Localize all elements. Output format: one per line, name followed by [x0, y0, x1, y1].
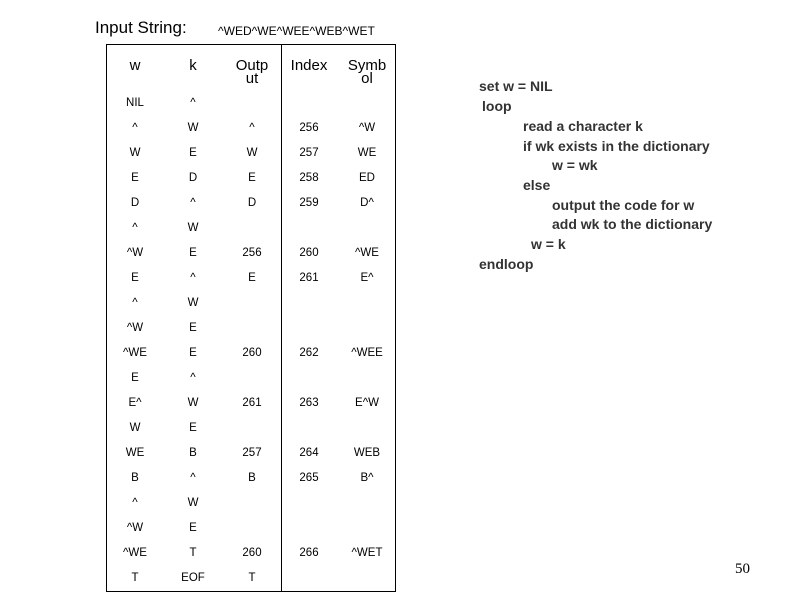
cell-w: W: [129, 147, 141, 159]
table-row: [107, 166, 395, 191]
cell-w: E: [131, 372, 139, 384]
cell-output: E: [248, 272, 256, 284]
cell-w: ^: [132, 497, 138, 509]
cell-k: ^: [190, 272, 196, 284]
cell-k: W: [187, 222, 199, 234]
cell-index: 261: [299, 272, 319, 284]
cell-output: T: [248, 572, 256, 584]
cell-symbol: D^: [360, 197, 374, 209]
lzw-table: [106, 44, 396, 592]
cell-output: 261: [242, 397, 262, 409]
cell-w: ^: [132, 122, 138, 134]
cell-index: 265: [299, 472, 319, 484]
pseudocode-line: w = k: [531, 236, 566, 252]
cell-index: 258: [299, 172, 319, 184]
cell-k: W: [187, 397, 199, 409]
table-row: [107, 341, 395, 366]
cell-symbol: E^W: [355, 397, 379, 409]
cell-output: 260: [242, 547, 262, 559]
cell-output: 257: [242, 447, 262, 459]
cell-k: W: [187, 497, 199, 509]
cell-index: 260: [299, 247, 319, 259]
cell-output: B: [248, 472, 256, 484]
pseudocode-line: output the code for w: [552, 197, 695, 213]
cell-k: B: [189, 447, 197, 459]
cell-k: E: [189, 422, 197, 434]
pseudocode-line: w = wk: [552, 157, 598, 173]
cell-w: D: [130, 197, 140, 209]
pseudocode-line: else: [523, 177, 551, 193]
cell-k: ^: [190, 97, 196, 109]
cell-index: 259: [299, 197, 319, 209]
cell-index: 256: [299, 122, 319, 134]
pseudocode-line: loop: [482, 98, 512, 114]
table-row: [107, 366, 395, 391]
cell-output: 256: [242, 247, 262, 259]
cell-w: WE: [125, 447, 145, 459]
cell-k: E: [189, 522, 197, 534]
table-row: [107, 441, 395, 466]
cell-k: E: [189, 147, 197, 159]
cell-k: T: [189, 547, 197, 559]
table-row: [107, 516, 395, 541]
cell-index: 262: [299, 347, 319, 359]
table-row: [107, 416, 395, 441]
cell-symbol: ^WEE: [351, 347, 383, 359]
table-row: [107, 191, 395, 216]
input-string-value: ^WED^WE^WEE^WEB^WET: [218, 24, 375, 38]
table-row: [107, 466, 395, 491]
header-symbol: Symb ol: [347, 57, 387, 87]
cell-symbol: ^WE: [355, 247, 379, 259]
header-output: Outp ut: [235, 57, 269, 87]
table-row: [107, 566, 395, 591]
cell-k: ^: [190, 472, 196, 484]
table-row: [107, 216, 395, 241]
cell-symbol: E^: [360, 272, 374, 284]
pseudocode-line: set w = NIL: [479, 78, 553, 94]
table-row: [107, 391, 395, 416]
cell-w: ^: [132, 297, 138, 309]
input-string-label: Input String:: [95, 18, 187, 37]
cell-output: 260: [242, 347, 262, 359]
pseudocode-line: endloop: [479, 256, 534, 272]
page-number: 50: [735, 561, 750, 577]
cell-w: ^W: [126, 322, 144, 334]
cell-w: NIL: [126, 97, 144, 109]
cell-w: E^: [128, 397, 142, 409]
cell-w: ^WE: [123, 347, 147, 359]
pseudocode-line: add wk to the dictionary: [552, 216, 713, 232]
cell-index: 266: [299, 547, 319, 559]
cell-w: B: [131, 472, 139, 484]
cell-output: E: [248, 172, 256, 184]
cell-k: EOF: [181, 572, 205, 584]
cell-k: E: [189, 347, 197, 359]
cell-symbol: ^WET: [351, 547, 383, 559]
cell-index: 264: [299, 447, 319, 459]
table-row: [107, 141, 395, 166]
cell-k: E: [189, 247, 197, 259]
pseudocode-line: if wk exists in the dictionary: [523, 138, 710, 154]
cell-k: W: [187, 122, 199, 134]
cell-index: 257: [299, 147, 319, 159]
cell-k: W: [187, 297, 199, 309]
cell-output: W: [246, 147, 258, 159]
cell-symbol: WEB: [353, 447, 381, 459]
cell-k: ^: [190, 197, 196, 209]
cell-w: W: [129, 422, 141, 434]
table-row: [107, 116, 395, 141]
cell-k: E: [189, 322, 197, 334]
cell-w: E: [131, 172, 139, 184]
cell-w: ^: [132, 222, 138, 234]
cell-w: ^W: [126, 522, 144, 534]
header-w: w: [129, 57, 141, 74]
cell-symbol: ^W: [358, 122, 376, 134]
cell-symbol: B^: [360, 472, 374, 484]
cell-symbol: ED: [359, 172, 375, 184]
header-k: k: [189, 57, 197, 74]
cell-output: D: [247, 197, 257, 209]
table-row: [107, 266, 395, 291]
cell-symbol: WE: [357, 147, 377, 159]
pseudocode-line: read a character k: [523, 118, 643, 134]
cell-index: 263: [299, 397, 319, 409]
table-row: [107, 491, 395, 516]
table-row: [107, 541, 395, 566]
table-row: [107, 91, 395, 116]
cell-output: ^: [249, 122, 255, 134]
cell-w: ^WE: [123, 547, 147, 559]
cell-w: ^W: [126, 247, 144, 259]
cell-w: T: [131, 572, 139, 584]
table-row: [107, 241, 395, 266]
cell-k: D: [188, 172, 198, 184]
cell-k: ^: [190, 372, 196, 384]
table-row: [107, 316, 395, 341]
table-row: [107, 291, 395, 316]
header-index: Index: [290, 57, 328, 74]
cell-w: E: [131, 272, 139, 284]
